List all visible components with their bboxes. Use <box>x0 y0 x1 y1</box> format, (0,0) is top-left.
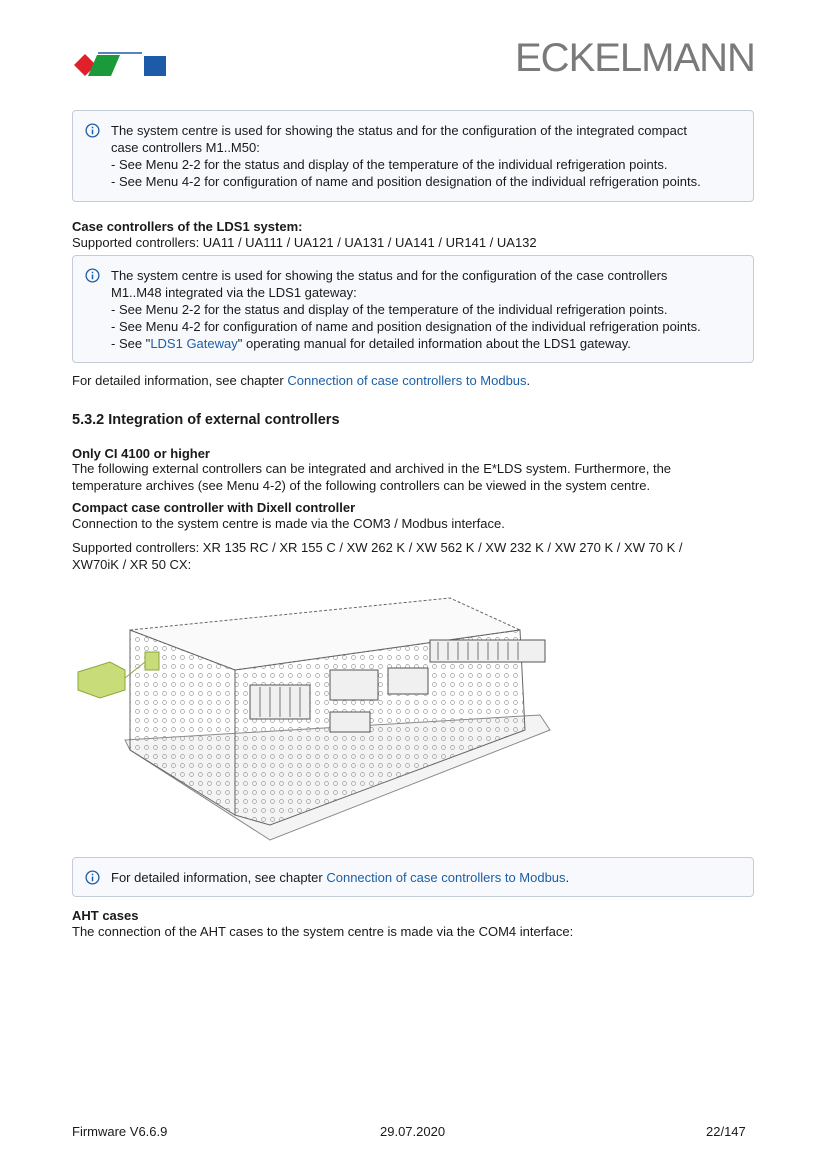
aht-heading: AHT cases <box>72 908 139 923</box>
detail-line <box>72 372 530 389</box>
info-line <box>111 869 741 886</box>
footer-date: 29.07.2020 <box>380 1124 446 1139</box>
modbus-connection-link[interactable]: Connection of case controllers to Modbus <box>326 870 566 885</box>
dixell-supported-line: Supported controllers: XR 135 RC / XR 155 C / XW 262 K / XW 562 K / XW 232 K / XW 270 K / XW 70 K / <box>72 540 683 555</box>
info-line: The system centre is used for showing the status and for the configuration of the case controllers <box>111 268 668 283</box>
logo-green-parallelogram <box>88 55 120 76</box>
text-suffix: " operating manual for detailed information about the LDS1 gateway. <box>237 336 631 351</box>
lds1-supported: Supported controllers: UA11 / UA111 / UA121 / UA131 / UA141 / UR141 / UA132 <box>72 235 537 250</box>
info-line: case controllers M1..M50: <box>111 140 260 155</box>
info-box-integrated-controllers <box>72 110 754 202</box>
info-line: The system centre is used for showing the status and for the configuration of the integrated compact <box>111 123 687 138</box>
info-line: - See Menu 4-2 for configuration of name and position designation of the individual refrigeration points. <box>111 319 701 334</box>
text-suffix: . <box>526 373 531 388</box>
section-title: 5.3.2 Integration of external controllers <box>72 412 340 428</box>
logo-blue-square <box>144 56 166 76</box>
info-line-gateway <box>111 335 741 352</box>
lds1-gateway-link[interactable]: LDS1 Gateway <box>150 336 238 351</box>
text-prefix: For detailed information, see chapter <box>72 373 288 388</box>
footer-firmware: Firmware V6.6.9 <box>72 1124 168 1139</box>
info-icon <box>85 870 100 885</box>
dixell-connection: Connection to the system centre is made via the COM3 / Modbus interface. <box>72 516 505 531</box>
lds1-heading: Case controllers of the LDS1 system: <box>72 219 303 234</box>
dixell-supported-line: XW70iK / XR 50 CX: <box>72 557 192 572</box>
dixell-heading: Compact case controller with Dixell controller <box>72 500 356 515</box>
info-box-modbus <box>72 857 754 897</box>
aht-text: The connection of the AHT cases to the system centre is made via the COM4 interface: <box>72 924 574 939</box>
text-suffix: . <box>565 870 570 885</box>
info-line: M1..M48 integrated via the LDS1 gateway: <box>111 285 357 300</box>
info-line: - See Menu 2-2 for the status and display of the temperature of the individual refrigeration points. <box>111 157 668 172</box>
footer-page-number: 22/147 <box>706 1124 746 1139</box>
info-icon <box>85 268 100 283</box>
only-ci-heading: Only CI 4100 or higher <box>72 446 210 461</box>
text-prefix: For detailed information, see chapter <box>111 870 327 885</box>
modbus-connection-link[interactable]: Connection of case controllers to Modbus <box>287 373 527 388</box>
eckelmann-logo-marks <box>74 50 169 80</box>
section-paragraph-line: The following external controllers can be integrated and archived in the E*LDS system. Furthermore, the <box>72 461 672 476</box>
info-line: - See Menu 2-2 for the status and display of the temperature of the individual refrigeration points. <box>111 302 668 317</box>
section-paragraph-line: temperature archives (see Menu 4-2) of the following controllers can be viewed in the system centre. <box>72 478 651 493</box>
info-icon <box>85 123 100 138</box>
dixell-controller-device-illustration <box>70 590 555 850</box>
brand-wordmark: ECKELMANN <box>515 36 755 80</box>
info-box-lds1-controllers <box>72 255 754 363</box>
info-line: - See Menu 4-2 for configuration of name and position designation of the individual refrigeration points. <box>111 174 701 189</box>
text-prefix: - See " <box>111 336 151 351</box>
